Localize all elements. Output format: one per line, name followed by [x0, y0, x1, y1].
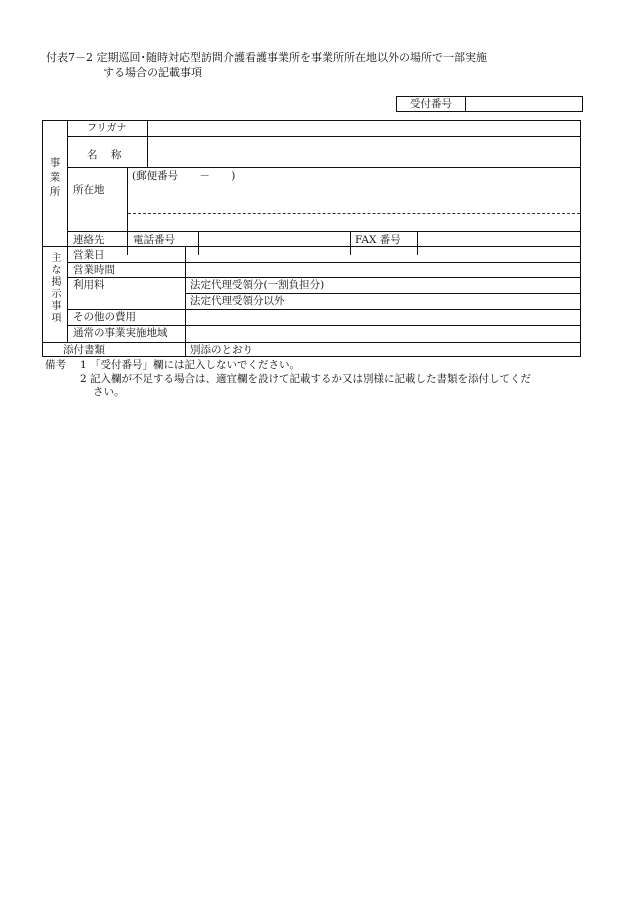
note-1: 1 「受付番号」欄には記入しないでください。 [80, 359, 301, 371]
notes-label: 備考 [45, 359, 66, 371]
office-section-label: 事業所 [48, 157, 61, 201]
attachment-value: 別添のとおり [190, 344, 253, 356]
main-table [42, 120, 581, 357]
service-area-field[interactable] [187, 327, 579, 341]
business-hours-field[interactable] [187, 264, 579, 276]
phone-label: 電話番号 [133, 234, 175, 246]
note-2: 2 記入欄が不足する場合は、適宜欄を設けて記載するか又は別様に記載した書類を添付してくだ [80, 373, 532, 385]
furigana-label: フリガナ [87, 123, 127, 134]
furigana-field[interactable] [149, 122, 579, 135]
other-costs-label: その他の費用 [73, 311, 136, 323]
contact-label: 連絡先 [73, 234, 105, 246]
postal-code-label: (郵便番号 － ) [132, 170, 236, 182]
fee-agent-label: 法定代理受領分(一割負担分) [190, 279, 325, 291]
other-costs-field[interactable] [187, 311, 579, 323]
fax-label: FAX 番号 [355, 234, 401, 246]
fees-label: 利用料 [73, 279, 105, 291]
reception-number-label: 受付番号 [397, 97, 466, 111]
form-title-line1: 付表7－2 定期巡回･随時対応型訪問介護看護事業所を事業所所在地以外の場所で一部実施 [46, 51, 487, 64]
postings-section-label: 主な掲示事項 [49, 252, 60, 324]
fee-non-agent-label: 法定代理受領分以外 [190, 295, 285, 307]
attachment-label: 添付書類 [63, 344, 105, 356]
address-label: 所在地 [73, 184, 105, 196]
service-area-label: 通常の事業実施地域 [73, 327, 168, 339]
note-2-continued: さい。 [93, 386, 125, 398]
business-hours-label: 営業時間 [73, 264, 115, 276]
business-days-field[interactable] [187, 248, 579, 260]
address-field[interactable] [129, 183, 579, 229]
reception-number-field[interactable] [466, 97, 581, 111]
form-title-line2: する場合の記載事項 [103, 66, 202, 79]
office-name-label: 名 称 [87, 149, 122, 161]
office-name-field[interactable] [149, 138, 579, 165]
business-days-label: 営業日 [73, 249, 105, 261]
